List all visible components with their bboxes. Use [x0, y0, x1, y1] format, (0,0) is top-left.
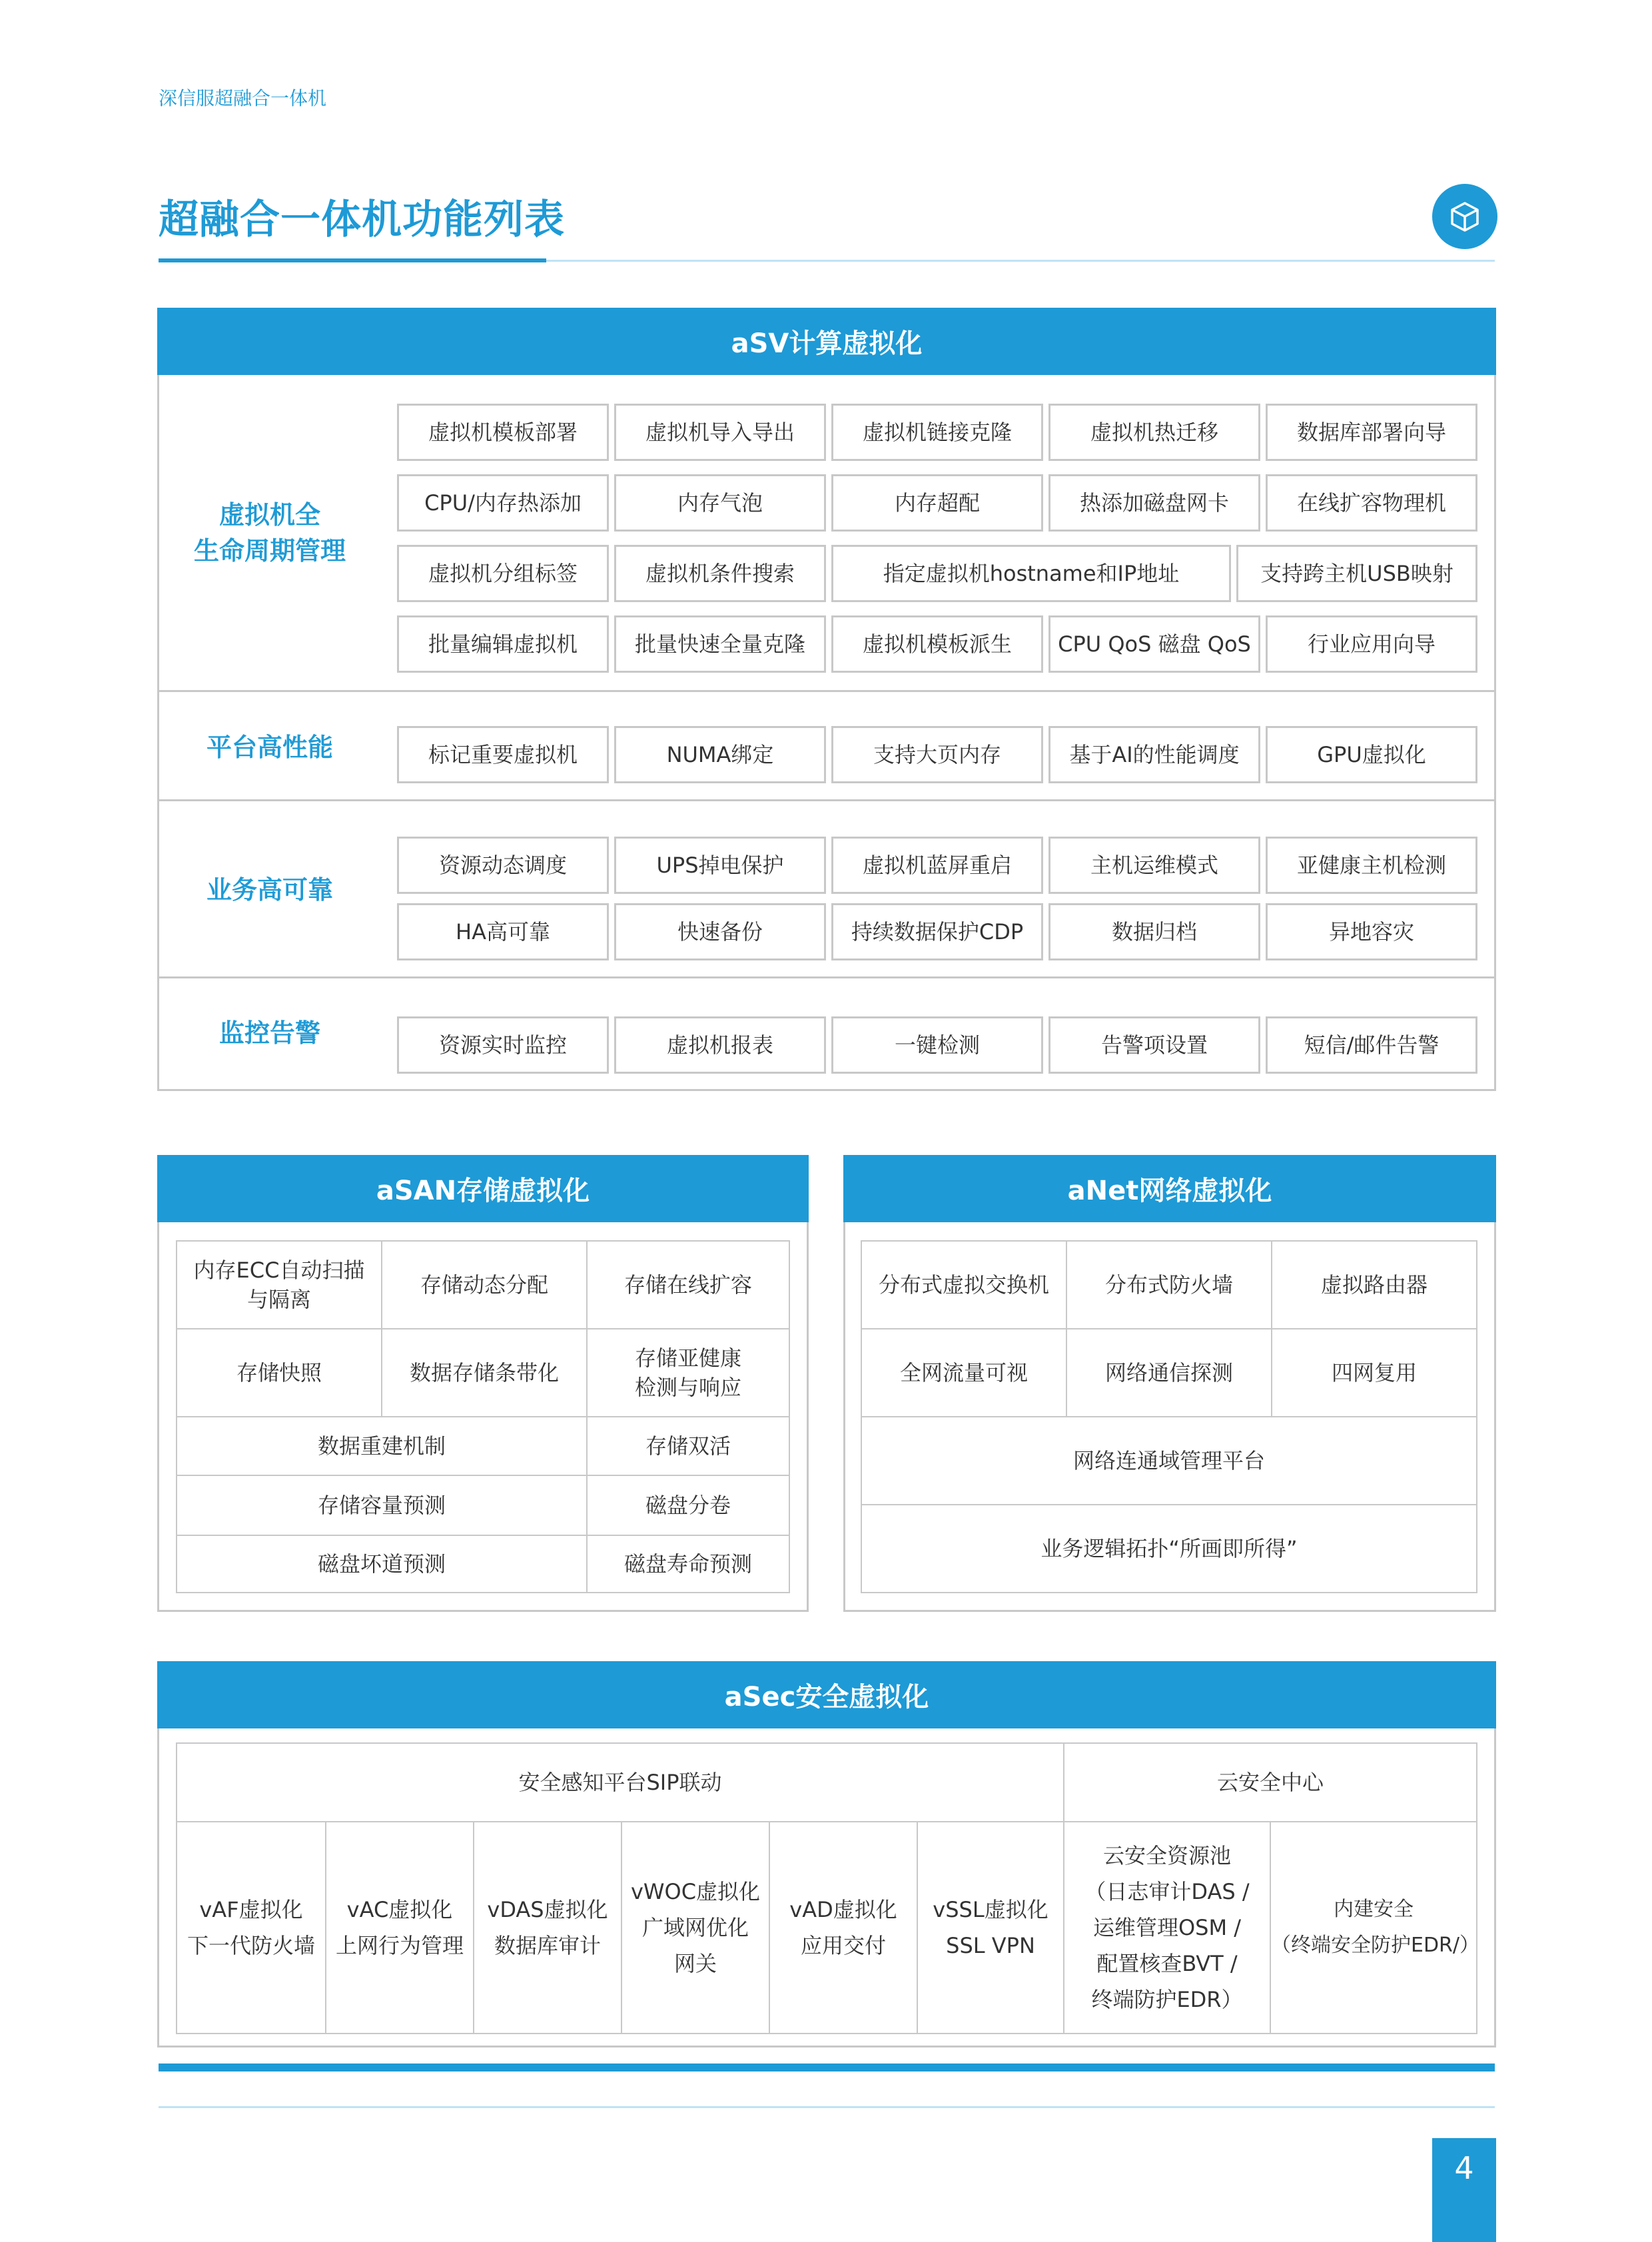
- feature-cell: 持续数据保护CDP: [831, 903, 1043, 960]
- bottom-accent-bar: [159, 2063, 1495, 2071]
- feature-cell: 指定虚拟机hostname和IP地址: [831, 545, 1231, 602]
- feature-cell: 虚拟机报表: [614, 1016, 826, 1074]
- asan-cell: 存储在线扩容: [623, 1272, 752, 1298]
- feature-cell: 支持跨主机USB映射: [1236, 545, 1477, 602]
- anet-cell: 网络连通域管理平台: [1072, 1448, 1265, 1473]
- footer-divider: [159, 2106, 1495, 2108]
- asan-cell: 磁盘坏道预测: [317, 1551, 446, 1577]
- feature-cell: 亚健康主机检测: [1266, 837, 1477, 894]
- feature-cell: 热添加磁盘网卡: [1048, 474, 1260, 532]
- title-underline: [159, 258, 546, 262]
- feature-cell: 基于AI的性能调度: [1048, 726, 1260, 783]
- feature-cell: CPU/内存热添加: [397, 474, 609, 532]
- asan-cell: 存储快照: [236, 1360, 322, 1385]
- feature-cell: 虚拟机热迁移: [1048, 404, 1260, 461]
- asan-cell: 存储亚健康 检测与响应: [634, 1345, 741, 1400]
- asv-section-label: 平台高性能: [206, 733, 333, 762]
- feature-cell: GPU虚拟化: [1266, 726, 1477, 783]
- feature-cell: UPS掉电保护: [614, 837, 826, 894]
- anet-cell: 网络通信探测: [1104, 1360, 1233, 1385]
- page-title: 超融合一体机功能列表: [159, 196, 565, 243]
- asan-cell: 存储双活: [645, 1433, 731, 1459]
- feature-cell: 异地容灾: [1266, 903, 1477, 960]
- asan-cell: 数据存储条带化: [409, 1360, 559, 1385]
- feature-cell: 行业应用向导: [1266, 615, 1477, 673]
- feature-cell: 批量编辑虚拟机: [397, 615, 609, 673]
- anet-cell: 分布式虚拟交换机: [878, 1272, 1049, 1298]
- cube-icon: [1432, 184, 1497, 249]
- asv-panel-title: aSV计算虚拟化: [157, 308, 1496, 375]
- asec-cell: vDAS虚拟化 数据库审计: [487, 1897, 608, 1958]
- feature-cell: 数据库部署向导: [1266, 404, 1477, 461]
- feature-cell: 内存超配: [831, 474, 1043, 532]
- feature-cell: 支持大页内存: [831, 726, 1043, 783]
- feature-cell: 虚拟机模板派生: [831, 615, 1043, 673]
- feature-cell: 快速备份: [614, 903, 826, 960]
- section-divider: [157, 690, 1496, 692]
- feature-cell: 虚拟机条件搜索: [614, 545, 826, 602]
- asan-cell: 磁盘寿命预测: [623, 1551, 752, 1577]
- asan-cell: 存储动态分配: [420, 1272, 548, 1298]
- feature-cell: 虚拟机分组标签: [397, 545, 609, 602]
- feature-cell: 资源动态调度: [397, 837, 609, 894]
- anet-cell: 业务逻辑拓扑“所画即所得”: [1040, 1536, 1298, 1561]
- page-number: 4: [1432, 2138, 1496, 2242]
- feature-cell: 数据归档: [1048, 903, 1260, 960]
- feature-cell: 短信/邮件告警: [1266, 1016, 1477, 1074]
- section-divider: [157, 976, 1496, 978]
- feature-cell: 在线扩容物理机: [1266, 474, 1477, 532]
- asv-section-label: 监控告警: [218, 1018, 320, 1048]
- asec-cell: vAC虚拟化 上网行为管理: [335, 1897, 464, 1958]
- feature-cell: 告警项设置: [1048, 1016, 1260, 1074]
- anet-cell: 四网复用: [1331, 1360, 1417, 1385]
- anet-cell: 虚拟路由器: [1320, 1272, 1428, 1298]
- anet-cell: 全网流量可视: [899, 1360, 1028, 1385]
- feature-cell: 虚拟机链接克隆: [831, 404, 1043, 461]
- feature-cell: 批量快速全量克隆: [614, 615, 826, 673]
- feature-cell: 资源实时监控: [397, 1016, 609, 1074]
- feature-cell: HA高可靠: [397, 903, 609, 960]
- feature-cell: NUMA绑定: [614, 726, 826, 783]
- feature-cell: 虚拟机导入导出: [614, 404, 826, 461]
- section-divider: [157, 799, 1496, 801]
- feature-cell: 虚拟机模板部署: [397, 404, 609, 461]
- asec-cell: 内建安全 （终端安全防护EDR/）: [1271, 1898, 1480, 1957]
- asv-section-label: 虚拟机全 生命周期管理: [193, 500, 346, 565]
- feature-cell: 一键检测: [831, 1016, 1043, 1074]
- feature-cell: 主机运维模式: [1048, 837, 1260, 894]
- asan-cell: 数据重建机制: [317, 1433, 446, 1459]
- asec-cell: vWOC虚拟化 广域网优化 网关: [630, 1879, 761, 1976]
- asan-cell: 存储容量预测: [317, 1493, 446, 1518]
- asv-section-label: 业务高可靠: [206, 875, 333, 905]
- asec-panel-title: aSec安全虚拟化: [157, 1661, 1496, 1728]
- asan-cell: 磁盘分卷: [645, 1493, 731, 1518]
- feature-cell: CPU QoS 磁盘 QoS: [1048, 615, 1260, 673]
- brand-name: 深信服超融合一体机: [159, 87, 327, 109]
- feature-cell: 内存气泡: [614, 474, 826, 532]
- asec-top-left: 安全感知平台SIP联动: [518, 1770, 722, 1795]
- asec-cell: vAF虚拟化 下一代防火墙: [187, 1897, 315, 1958]
- anet-panel-title: aNet网络虚拟化: [843, 1155, 1496, 1222]
- asec-top-right: 云安全中心: [1216, 1770, 1324, 1795]
- asan-panel-title: aSAN存储虚拟化: [157, 1155, 809, 1222]
- anet-cell: 分布式防火墙: [1104, 1272, 1233, 1298]
- asec-cell: vAD虚拟化 应用交付: [789, 1897, 897, 1958]
- asan-cell: 内存ECC自动扫描 与隔离: [193, 1258, 365, 1312]
- asec-cell: vSSL虚拟化 SSL VPN: [933, 1897, 1048, 1958]
- asec-cell: 云安全资源池 （日志审计DAS / 运维管理OSM / 配置核查BVT / 终端防护EDR）: [1084, 1843, 1250, 2012]
- feature-cell: 标记重要虚拟机: [397, 726, 609, 783]
- feature-cell: 虚拟机蓝屏重启: [831, 837, 1043, 894]
